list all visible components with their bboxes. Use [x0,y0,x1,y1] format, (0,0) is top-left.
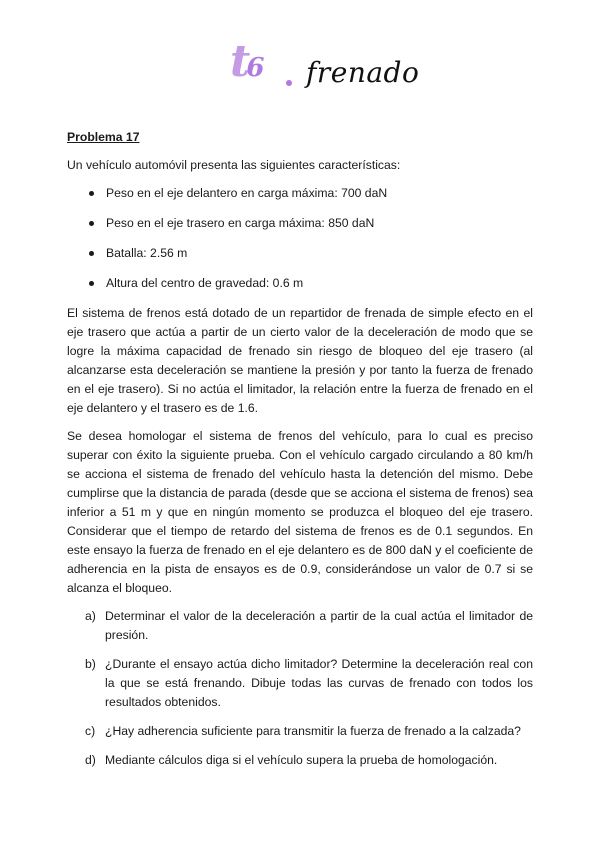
question-letter: c) [85,724,96,738]
problem-title: Problema 17 [67,130,140,144]
list-item: Batalla: 2.56 m [67,244,533,263]
question-item [67,655,533,712]
intro-text: Un vehículo automóvil presenta las siguientes características: [67,158,401,172]
problem-content [67,128,533,780]
page-header [0,30,600,110]
logo-number: 6 [246,53,263,83]
feature-list [67,184,533,293]
list-item: Peso en el eje trasero en carga máxima: 850 daN [67,214,533,233]
question-text: Mediante cálculos diga si el vehículo supera la prueba de homologación. [105,753,498,767]
paragraph-braking-system: El sistema de frenos está dotado de un repartidor de frenada de simple efecto en el eje trasero que actúa a partir de un cierto valor de la deceleración de modo que se logre la máxima capacidad de frenado sin riesgo de bloqueo del eje trasero (al alcanzarse esta deceleración se mantiene la presión y por tanto la fuerza de frenado en el eje trasero). Si no actúa el limitador, la relación entre la fuerza de frenado en el eje delantero y el trasero es de 1.6. [67,306,533,415]
question-text: Determinar el valor de la deceleración a partir de la cual actúa el limitador de presión. [105,609,533,642]
list-item: Altura del centro de gravedad: 0.6 m [67,274,533,293]
question-item [67,607,533,645]
logo-letter: t [230,36,249,87]
question-list [67,607,533,770]
question-item [67,722,533,741]
topic-logo [230,36,262,87]
question-letter: d) [85,753,96,767]
question-item [67,751,533,770]
topic-title: frenado [306,56,420,89]
question-letter: b) [85,657,96,671]
question-text: ¿Durante el ensayo actúa dicho limitador? Determine la deceleración real con la que se está frenando. Dibuje todas las curvas de frenado con todos los resultados obtenidos. [105,657,533,709]
logo-dot [286,80,292,86]
paragraph-homologation-test: Se desea homologar el sistema de frenos del vehículo, para lo cual es preciso superar con éxito la siguiente prueba. Con el vehículo cargado circulando a 80 km/h se acciona el sistema de frenado del vehículo hasta la detención del mismo. Debe cumplirse que la distancia de parada (desde que se acciona el sistema de frenos) sea inferior a 51 m y que en ningún momento se produzca el bloqueo del eje trasero. Considerar que el tiempo de retardo del sistema de frenos es de 0.1 segundos. En este ensayo la fuerza de frenado en el eje delantero es de 800 daN y el coeficiente de adherencia en la pista de ensayos es de 0.9, considerándose un valor de 0.7 si se alcanza el bloqueo. [67,429,533,595]
list-item: Peso en el eje delantero en carga máxima: 700 daN [67,184,533,203]
question-text: ¿Hay adherencia suficiente para transmitir la fuerza de frenado a la calzada? [105,724,521,738]
question-letter: a) [85,609,96,623]
